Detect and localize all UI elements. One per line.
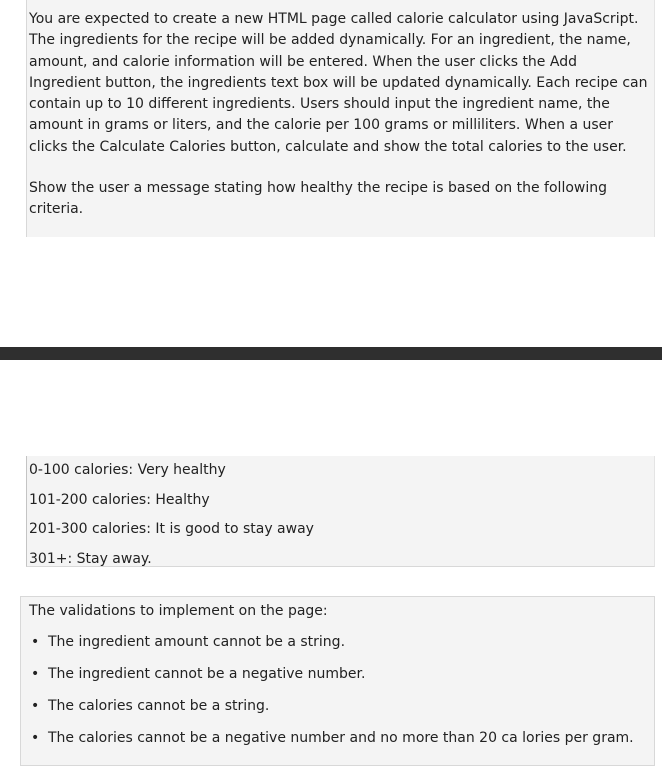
instruction-line: The ingredients for the recipe will be added dynamically. For an ingredient, the name,: [29, 32, 631, 49]
validation-item: [29, 658, 654, 690]
paragraph-gap: [29, 158, 654, 178]
validation-text: The calories cannot be a negative number and no more than 20 ca lories per gram.: [48, 730, 634, 746]
criteria-item: 101-200 calories: Healthy: [29, 491, 210, 508]
validation-text: The ingredient amount cannot be a string.: [48, 634, 346, 650]
criteria-item: 0-100 calories: Very healthy: [29, 462, 226, 478]
instruction-line: amount in grams or liters, and the calorie per 100 grams or milliliters. When a user: [29, 117, 614, 134]
bullet-icon: •: [31, 698, 40, 714]
instruction-line: contain up to 10 different ingredients. Users should input the ingredient name, the: [29, 96, 610, 113]
validations-box: [20, 596, 655, 766]
validation-text: The ingredient cannot be a negative number.: [48, 666, 366, 682]
divider-band: [0, 347, 662, 360]
instruction-line: amount, and calorie information will be entered. When the user clicks the Add: [29, 53, 577, 70]
instruction-line: You are expected to create a new HTML page called calorie calculator using JavaScript.: [29, 11, 639, 27]
instruction-line: Ingredient button, the ingredients text box will be updated dynamically. Each recipe can: [29, 74, 648, 91]
bullet-icon: •: [31, 730, 40, 746]
message-line: criteria.: [29, 201, 84, 218]
criteria-box: [26, 456, 655, 567]
validation-item: [29, 690, 654, 722]
message-line: Show the user a message stating how healthy the recipe is based on the following: [29, 180, 607, 197]
instructions-box: [26, 0, 655, 237]
bullet-icon: •: [31, 634, 40, 650]
criteria-item: 301+: Stay away.: [29, 550, 152, 567]
instruction-line: clicks the Calculate Calories button, calculate and show the total calories to the user.: [29, 138, 627, 155]
validations-title: The validations to implement on the page:: [29, 603, 328, 619]
bullet-icon: •: [31, 666, 40, 682]
validation-item: [29, 722, 654, 754]
criteria-item: 201-300 calories: It is good to stay away: [29, 521, 314, 537]
validation-text: The calories cannot be a string.: [48, 698, 270, 714]
validation-item: [29, 626, 654, 658]
